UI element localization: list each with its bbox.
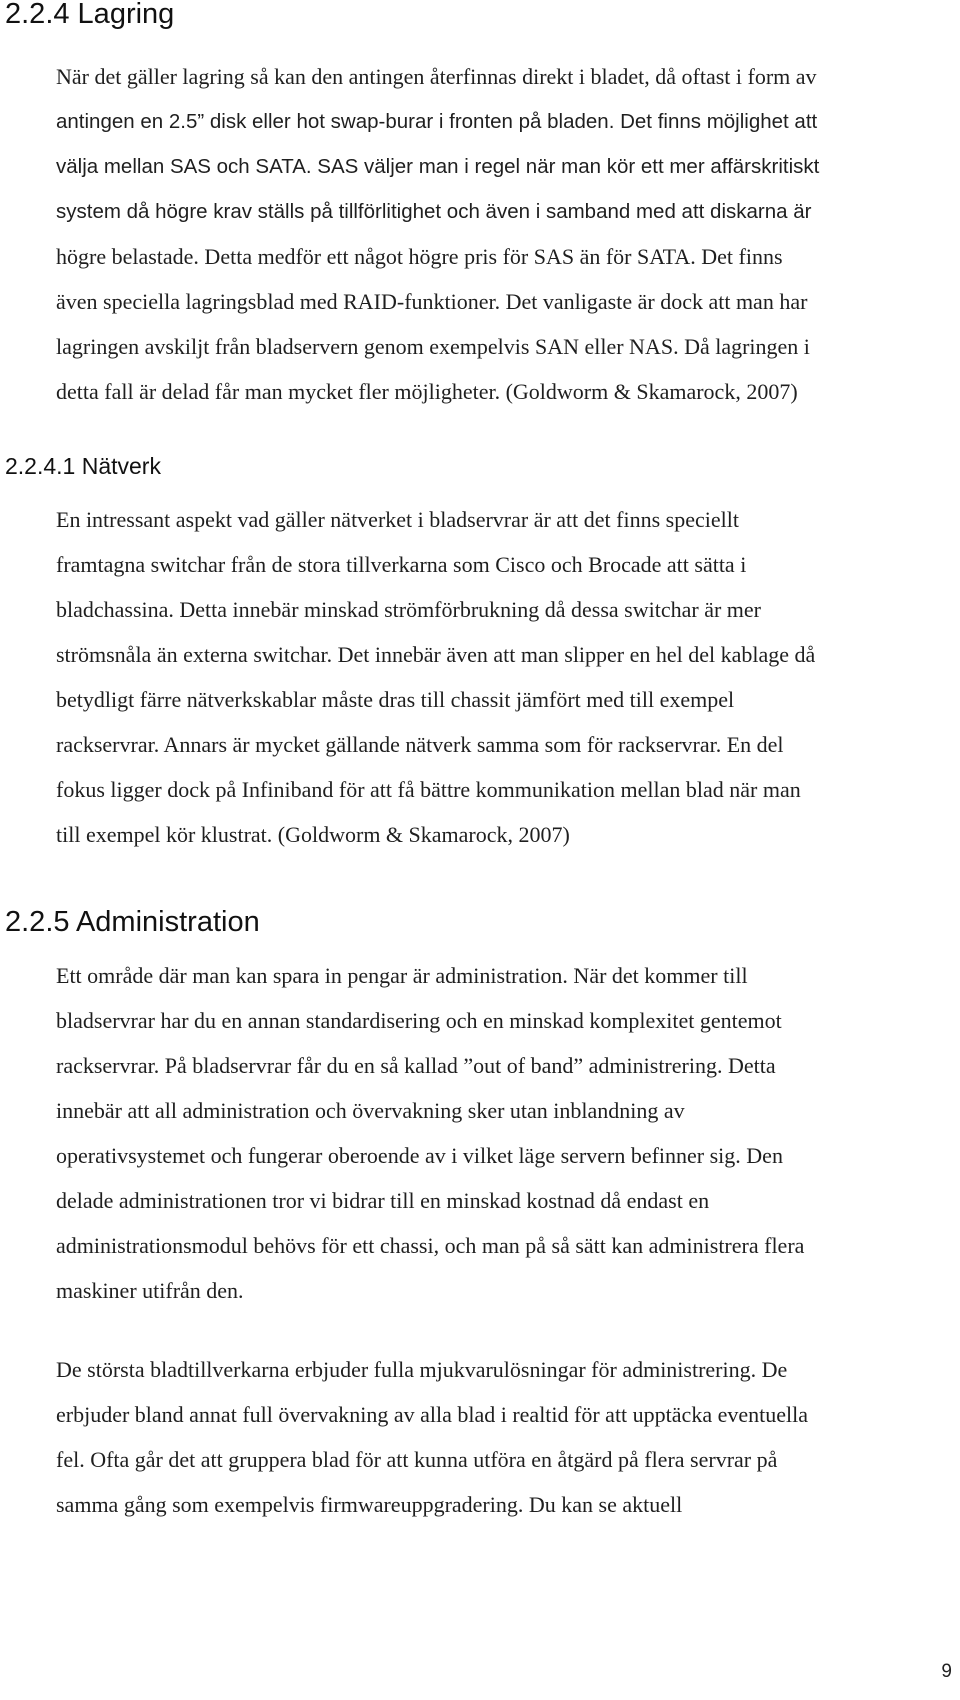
text-line: Ett område där man kan spara in pengar är administration. När det kommer till	[56, 963, 748, 988]
paragraph-natverk	[56, 497, 815, 857]
text-line: till exempel kör klustrat. (Goldworm & Skamarock, 2007)	[56, 822, 570, 847]
text-line: antingen en 2.5” disk eller hot swap-burar i fronten på bladen. Det finns möjlighet att	[56, 110, 818, 133]
text-line: detta fall är delad får man mycket fler möjligheter. (Goldworm & Skamarock, 2007)	[56, 379, 798, 404]
text-line: lagringen avskiljt från bladservern genom exempelvis SAN eller NAS. Då lagringen i	[56, 334, 810, 359]
section-heading-lagring: 2.2.4 Lagring	[5, 0, 175, 30]
text-line: samma gång som exempelvis firmwareuppgradering. Du kan se aktuell	[56, 1492, 683, 1517]
text-line: även speciella lagringsblad med RAID-funktioner. Det vanligaste är dock att man har	[56, 289, 808, 314]
text-line: bladservrar har du en annan standardisering och en minskad komplexitet gentemot	[56, 1008, 782, 1033]
text-line: De största bladtillverkarna erbjuder fulla mjukvarulösningar för administrering. De	[56, 1357, 788, 1382]
text-line: högre belastade. Detta medför ett något högre pris för SAS än för SATA. Det finns	[56, 244, 783, 269]
paragraph-administration-1	[56, 953, 804, 1313]
section-heading-administration: 2.2.5 Administration	[5, 906, 260, 938]
text-line: innebär att all administration och övervakning sker utan inblandning av	[56, 1098, 685, 1123]
text-line: En intressant aspekt vad gäller nätverket i bladservrar är att det finns speciellt	[56, 507, 739, 532]
text-line: delade administrationen tror vi bidrar till en minskad kostnad då endast en	[56, 1188, 710, 1213]
text-line: betydligt färre nätverkskablar måste dras till chassit jämfört med till exempel	[56, 687, 735, 712]
paragraph-lagring	[56, 54, 819, 414]
text-line: välja mellan SAS och SATA. SAS väljer man i regel när man kör ett mer affärskritiskt	[56, 155, 820, 178]
text-line: fokus ligger dock på Infiniband för att få bättre kommunikation mellan blad när man	[56, 777, 801, 802]
text-line: operativsystemet och fungerar oberoende av i vilket läge servern befinner sig. Den	[56, 1143, 783, 1168]
text-line: system då högre krav ställs på tillförlitighet och även i samband med att diskarna är	[56, 200, 812, 223]
section-heading-natverk: 2.2.4.1 Nätverk	[5, 453, 161, 479]
text-line: När det gäller lagring så kan den antingen återfinnas direkt i bladet, då oftast i form av	[56, 64, 817, 89]
text-line: rackservrar. På bladservrar får du en så kallad ”out of band” administrering. Detta	[56, 1053, 776, 1078]
text-line: framtagna switchar från de stora tillverkarna som Cisco och Brocade att sätta i	[56, 552, 747, 577]
text-line: strömsnåla än externa switchar. Det innebär även att man slipper en hel del kablage då	[56, 642, 816, 667]
text-line: administrationsmodul behövs för ett chassi, och man på så sätt kan administrera flera	[56, 1233, 805, 1258]
paragraph-administration-2	[56, 1347, 808, 1527]
text-line: fel. Ofta går det att gruppera blad för att kunna utföra en åtgärd på flera servrar på	[56, 1447, 778, 1472]
page-number: 9	[941, 1661, 952, 1682]
text-line: erbjuder bland annat full övervakning av alla blad i realtid för att upptäcka eventuella	[56, 1402, 808, 1427]
text-line: bladchassina. Detta innebär minskad strömförbrukning då dessa switchar är mer	[56, 597, 762, 622]
text-line: maskiner utifrån den.	[56, 1278, 244, 1303]
text-line: rackservrar. Annars är mycket gällande nätverk samma som för rackservrar. En del	[56, 732, 784, 757]
